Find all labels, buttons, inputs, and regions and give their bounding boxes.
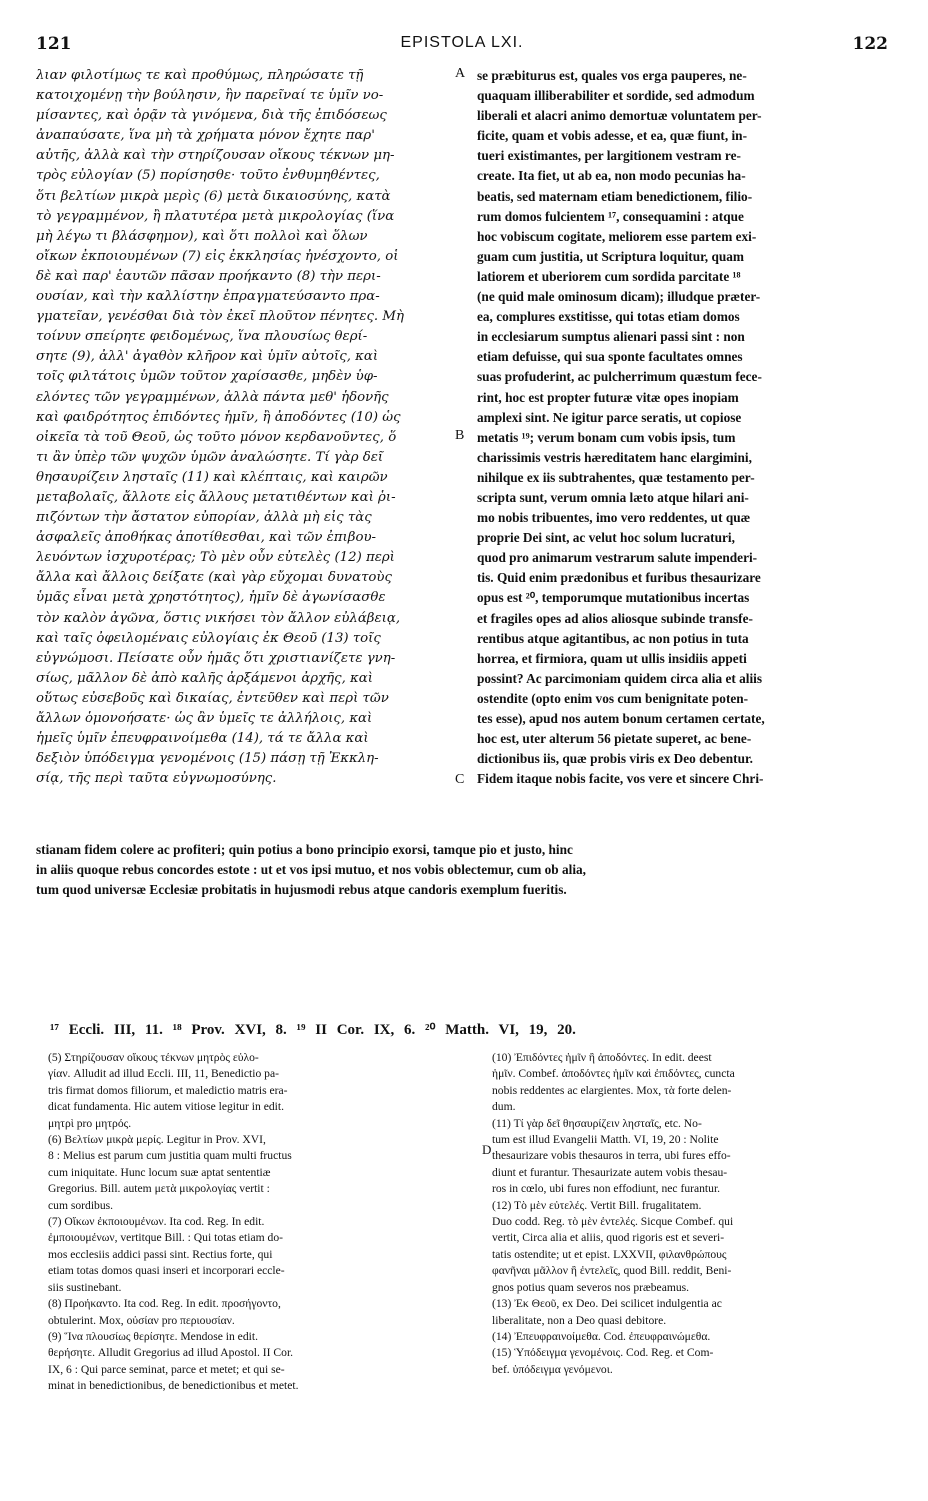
latin-text-line: etiam defuisse, qui sua sponte facultates omnes [477,349,743,365]
latin-text-line: rint, hoc est propter futuræ vitæ opes inopiam [477,389,739,405]
latin-text-line: suas profuderint, ac pulcherrimum quæstum fece- [477,369,762,385]
footnote-line: vertit, Circa alia et aliis, quod rigoris est et severi- [492,1231,725,1245]
footnote-line: ἡμῖν. Combef. ἀποδόντες ἡμῖν καὶ ἐπιδόντες, cuncta [492,1067,735,1081]
footnote-line: ἐμποιουμένων, vertitque Bill. : Qui totas etiam do- [48,1231,283,1245]
page-number-right: 122 [852,34,888,54]
greek-text-line: πιζόντων τὴν ἄστατον εὐπορίαν, ἀλλὰ μὴ εἰς τὰς [36,510,372,526]
latin-text-line: tueri existimantes, per largitionem vestram re- [477,148,741,164]
latin-text-line: et fragiles opes ad alios aliosque subinde transfe- [477,610,753,626]
latin-text-line: quod pro animarum vestrarum salute impenderi- [477,550,758,566]
footnote-line: (8) Προήκαντο. Ita cod. Reg. In edit. προσήγοντο, [48,1297,281,1311]
main-text-columns [36,66,896,908]
latin-text-line: nihilque ex iis subtrahentes, quæ testamento per- [477,469,755,485]
latin-text-line: beatis, sed maternam etiam benedictionem, filio- [477,188,753,204]
latin-text-line: in aliis quoque rebus concordes estote : ut et vos ipsi mutuo, et nos vobis oblectemur, cum ob alia, [36,862,587,878]
latin-text-line: in ecclesiarum sumptus alienari passi sint : non [477,329,745,345]
footnote-line: cum sordibus. [48,1198,114,1212]
margin-marker-a: A [455,66,466,81]
footnote-line: bef. ὑπόδειγμα γενόμενοι. [492,1362,613,1376]
greek-text-line: τι ἂν ὑπὲρ τῶν ψυχῶν ὑμῶν ἀναλώσητε. Τί γὰρ δεῖ [36,449,384,465]
greek-text-line: οἰκεῖα τὰ τοῦ Θεοῦ, ὡς τοῦτο μόνον κερδανοῦντες, ὅ [36,429,397,445]
latin-text-column [477,66,897,789]
greek-text-line: τοίνυν σπείρητε φειδομένως, ἵνα πλουσίως θερί- [36,329,368,345]
greek-text-line: ἄλλων ὁμονοήσατε· ὡς ἂν ὑμεῖς τε ἀλλήλοις, καὶ [36,711,373,726]
footnote-line: (9) Ἵνα πλουσίως θερίσητε. Mendose in edit. [48,1329,258,1343]
latin-text-line: stianam fidem colere ac profiteri; quin potius a bono principio exorsi, tamque pio et justo, hinc [36,842,573,857]
footnote-line: φανῆναι μᾶλλον ἢ ἐντελεῖς, quod Bill. reddit, Beni- [492,1264,732,1278]
footnote-line: (11) Τί γὰρ δεῖ θησαυρίζειν λησταῖς, etc. No- [492,1116,702,1130]
latin-text-line: Fidem itaque nobis facite, vos vere et sincere Chri- [477,771,764,787]
latin-text-line: opus est ²⁰, temporumque mutationibus incertas [477,590,750,606]
greek-text-line: τοῖς φιλτάτοις ὑμῶν τοῦτον χαρίσασθε, μηδὲν ὑφ- [36,369,378,385]
footnote-line: minat in benedictionibus, de benedictionibus et metet. [48,1379,299,1393]
greek-text-line: λιαν φιλοτίμως τε καὶ προθύμως, πληρώσατε τῇ [36,68,364,83]
latin-text-line: create. Ita fiet, ut ab ea, non modo pecunias ha- [477,168,746,184]
greek-text-line: σίως, μᾶλλον δὲ ἀπὸ καλῆς ἀρξάμενοι ἀρχῆς, καὶ [36,670,373,686]
footnote-line: etiam totas domos quasi inseri et incorporari eccle- [48,1264,285,1278]
footnotes [36,1050,896,1470]
latin-text-line: proprie Dei sint, ac velut hoc solum lucraturi, [477,530,735,546]
latin-text-line: mo nobis tribuentes, imo vero reddentes, ut quæ [477,510,751,526]
latin-text-line: dictionibus iis, quæ probis viris ex Deo debentur. [477,751,753,767]
greek-text-line: ἄλλα καὶ ἄλλοις δείξατε (καὶ γὰρ εὔχομαι δυνατοὺς [36,570,392,586]
latin-text-line: latiorem et uberiorem cum sordida parcitate ¹⁸ [477,268,741,284]
footnote-line: liberalitate, non a Deo quasi debitore. [492,1313,667,1327]
greek-text-line: λευόντων ἰσχυροτέρας; Τὸ μὲν οὖν εὐτελὲς (12) περὶ [36,550,395,566]
latin-text-line: tum quod universæ Ecclesiæ probitatis in hujusmodi rebus atque candoris exemplum fueritis. [36,882,567,898]
footnote-line: mos ecclesiis addici passi sint. Rectius forte, qui [48,1247,273,1261]
greek-text-line: ουσίαν, καὶ τὴν καλλίστην ἐπραγματεύσαντο πρα- [36,289,380,305]
latin-text-line: horrea, et firmiora, quam ut ullis insidiis appeti [477,650,747,666]
greek-text-line: γματεῖαν, γενέσθαι διὰ τὸν ἐκεῖ πλοῦτον πένητες. Μὴ [36,309,404,325]
footnote-line: siis sustinebant. [48,1280,122,1294]
page-number-left: 121 [36,34,72,54]
latin-text-line: ficite, quam et vobis adesse, et ea, quæ fiunt, in- [477,128,747,144]
footnote-line: tatis ostendite; ut et epist. LXXVII, φιλανθρώπους [492,1247,727,1261]
greek-text-line: μὴ λέγω τι βλάσφημον), καὶ ὅτι πολλοὶ καὶ ὅλων [36,228,368,244]
greek-text-line: μίσαντες, καὶ ὁρᾷν τὰ γινόμενα, διὰ τῆς ἐπιδόσεως [36,108,387,124]
greek-text-line: εὐγνώμοσι. Πείσατε οὖν ἡμᾶς ὅτι χριστιανίζετε γνη- [36,650,396,666]
footnote-line: gnos potius quam severos nos præbeamus. [492,1280,690,1294]
latin-text-line: (ne quid male ominosum dicam); illudque præter- [477,289,761,305]
footnotes-right-column [492,1050,902,1378]
footnote-line: cum iniquitate. Hunc locum suæ aptat sententiæ [48,1165,271,1179]
footnote-line: diunt et furantur. Thesaurizate autem vobis thesau- [492,1165,728,1179]
footnote-line: dum. [492,1100,516,1114]
latin-text-line: se præbiturus est, quales vos erga pauperes, ne- [477,68,747,83]
margin-marker-c: C [455,772,465,787]
footnote-line: (15) Ὑπόδειγμα γενομένοις. Cod. Reg. et Com- [492,1346,714,1360]
footnote-line: (12) Τὸ μὲν εὐτελές. Vertit Bill. frugalitatem. [492,1198,702,1212]
greek-text-line: ὑμᾶς εἶναι μετὰ χρηστότητος), ἡμῖν δὲ ἀγωνίσασθε [36,590,386,606]
greek-text-line: αὐτῆς, ἀλλὰ καὶ τὴν στηρίζουσαν οἴκους τέκνων μη- [36,148,395,164]
footnote-line: (10) Ἐπιδόντες ἡμῖν ἢ ἀποδόντες. In edit. deest [492,1051,712,1064]
scripture-references: ¹⁷ Eccli. III, 11. ¹⁸ Prov. XVI, 8. ¹⁹ II Cor. IX, 6. ²⁰ Matth. VI, 19, 20. [50,1022,576,1038]
footnote-line: Duo codd. Reg. τὸ μὲν ἐντελές. Sicque Combef. qui [492,1215,734,1229]
latin-text-line: tis. Quid enim prædonibus et furibus thesaurizare [477,570,761,586]
latin-text-line: scripta sunt, verum omnia læto atque hilari ani- [477,489,749,505]
latin-text-line: hoc est, uter alterum 56 pietate superet, ac bene- [477,731,752,747]
margin-marker-b: B [455,428,465,443]
greek-text-line: σίᾳ, τῆς περὶ ταῦτα εὐγνωμοσύνης. [36,771,277,787]
greek-text-line: οἴκων ἐκποιουμένων (7) εἰς ἐκκλησίας ἠνέσχοντο, οἱ [36,248,399,264]
footnotes-left-column [48,1050,468,1395]
greek-text-line: ὅτι βελτίων μικρὰ μερὶς (6) μετὰ δικαιοσύνης, κατὰ [36,188,391,204]
greek-text-line: σητε (9), ἀλλ' ἀγαθὸν κλῆρον καὶ ὑμῖν αὐτοῖς, καὶ [36,349,379,365]
footnote-line: obtulerint. Mox, οὐσίαν pro περιουσίαν. [48,1313,235,1327]
footnote-line: tris firmat domos filiorum, et maledictio matris era- [48,1083,288,1097]
latin-text-line: liberali et alacri animo demortuæ voluntatem per- [477,108,762,124]
footnote-line: thesaurizare vobis thesauros in terra, ubi fures effo- [492,1149,731,1163]
latin-text-line: charissimis vestris hæreditatem hanc elargimini, [477,449,752,465]
latin-text-line: ea, complures exstitisse, qui totas etiam domos [477,309,740,325]
greek-text-line: τρὸς εὐλογίαν (5) πορίσησθε· τοῦτο ἐνθυμηθέντες, [36,168,380,184]
latin-text-line: quaquam illiberabiliter et sordide, sed admodum [477,88,755,104]
greek-text-line: ἀναπαύσατε, ἵνα μὴ τὰ χρήματα μόνον ἔχητε παρ' [36,128,375,144]
greek-text-line: καὶ φαιδρότητος ἐπιδόντες ἡμῖν, ἢ ἀποδόντες (10) ὡς [36,409,401,425]
greek-text-line: δὲ καὶ παρ' ἑαυτῶν πᾶσαν προήκαντο (8) τὴν περι- [36,268,381,284]
latin-text-line: amplexi sint. Ne igitur parce seratis, ut copiose [477,409,742,425]
latin-continuation [36,840,896,900]
latin-text-line: tes esse), apud nos autem bonum certamen certate, [477,711,765,726]
greek-text-line: ἀσφαλεῖς ἀποθήκας ἀποτίθεσθαι, καὶ τῶν ἐπιβου- [36,530,377,546]
greek-text-column [36,66,466,789]
margin-marker-d: D [482,1142,492,1157]
footnote-line: (6) Βελτίων μικρὰ μερίς. Legitur in Prov. XVI, [48,1133,266,1147]
greek-text-line: οὕτως εὐσεβοῦς καὶ δικαίας, ἐντεῦθεν καὶ περὶ τῶν [36,690,389,706]
footnote-line: (14) Ἐπευφραινοίμεθα. Cod. ἐπευφραινώμεθα. [492,1329,711,1343]
latin-text-line: rentibus atque agitantibus, ac non potius in tuta [477,630,749,646]
latin-text-line: guam cum justitia, ut Scriptura loquitur, quam [477,248,744,264]
footnote-line: (13) Ἐκ Θεοῦ, ex Deo. Dei scilicet indulgentia ac [492,1297,722,1311]
footnote-line: IX, 6 : Qui parce seminat, parce et metet; et qui se- [48,1362,285,1376]
latin-text-line: metatis ¹⁹; verum bonam cum vobis ipsis, tum [477,429,736,445]
greek-text-line: θησαυρίζειν λησταῖς (11) καὶ κλέπταις, καὶ καιρῶν [36,469,388,485]
footnote-line: dicat fundamenta. Hic autem vitiose legitur in edit. [48,1100,284,1114]
footnote-line: θερήσητε. Alludit Gregorius ad illud Apostol. II Cor. [48,1346,294,1360]
greek-text-line: μεταβολαῖς, ἄλλοτε εἰς ἄλλους μετατιθέντων καὶ ῥι- [36,489,396,505]
greek-text-line: τὸ γεγραμμένον, ἢ πλατυτέρα μετὰ μικρολογίας (ἵνα [36,208,395,224]
greek-text-line: κατοιχομένῃ τὴν βούλησιν, ἣν παρεῖναί τε ὑμῖν νο- [36,88,384,104]
latin-text-line: ostendite (opto enim vos cum benignitate poten- [477,690,749,706]
greek-text-line: δεξιὸν ὑπόδειγμα γενομένοις (15) πάσῃ τῇ Ἐκκλη- [36,751,379,767]
latin-text-line: rum domos fulcientem ¹⁷, consequamini : atque [477,208,744,224]
page-header [36,34,888,58]
running-title: EPISTOLA LXI. [400,34,524,51]
greek-text-line: καὶ ταῖς ὀφειλομέναις εὐλογίαις ἐκ Θεοῦ (13) τοῖς [36,630,381,646]
latin-text-line: hoc vobiscum cogitate, meliorem esse partem exi- [477,228,757,244]
footnote-line: γίαν. Alludit ad illud Eccli. III, 11, Benedictio pa- [48,1067,279,1081]
greek-text-line: τὸν καλὸν ἀγῶνα, ὅστις νικήσει τὸν ἄλλον εὐλάβειᾳ, [36,610,401,626]
footnote-line: (5) Στηρίζουσαν οἴκους τέκνων μητρὸς εὐλο- [48,1051,259,1064]
footnote-line: nobis reddentes ac elargientes. Mox, τὰ forte delen- [492,1083,732,1097]
footnote-line: μητρὶ pro μητρός. [48,1116,132,1130]
footnote-line: Gregorius. Bill. autem μετὰ μικρολογίας vertit : [48,1182,270,1196]
footnote-line: 8 : Melius est parum cum justitia quam multi fructus [48,1149,292,1163]
footnote-line: tum est illud Evangelii Matth. VI, 19, 20 : Nolite [492,1133,719,1147]
greek-text-line: ἡμεῖς ὑμῖν ἐπευφραινοίμεθα (14), τά τε ἄλλα καὶ [36,731,369,747]
footnote-line: (7) Οἴκων ἐκποιουμένων. Ita cod. Reg. In edit. [48,1215,265,1229]
greek-text-line: ελόντες τῶν γεγραμμένων, ἀλλὰ πάντα μεθ' ἡδονῆς [36,389,389,405]
footnote-line: ros in cœlo, ubi fures non effodiunt, nec furantur. [492,1182,721,1196]
latin-text-line: possint? Ac parcimoniam quidem circa alia et aliis [477,670,763,686]
